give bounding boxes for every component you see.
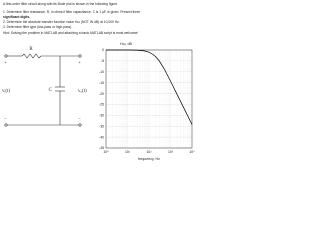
resistor-symbol (22, 54, 41, 58)
resistor-label: R (29, 47, 33, 52)
figure-canvas (0, 0, 200, 163)
output-voltage-label: vₒ(t) (78, 89, 87, 94)
output-minus-label: − (78, 117, 81, 122)
output-terminal-bottom (79, 124, 81, 126)
y-tick-label: 0 (102, 48, 104, 53)
x-axis-label: frequency, Hz (138, 157, 160, 161)
y-axis-label: Hω, dB (120, 42, 132, 46)
input-terminal-bottom (5, 124, 7, 126)
x-tick-label: 10³ (168, 150, 173, 154)
question-1-continued: significant digits. (3, 15, 31, 19)
y-tick-label: -40 (99, 135, 104, 140)
input-plus-label: + (4, 61, 7, 66)
y-tick-labels (99, 48, 104, 150)
y-tick-label: -45 (99, 146, 104, 151)
input-minus-label: − (4, 117, 7, 122)
y-tick-label: -5 (100, 59, 104, 64)
hint-text: Hint: Solving the problem in MATLAB and attaching a basic MATLAB script is most welcome! (3, 31, 139, 35)
y-tick-label: -35 (99, 124, 104, 129)
input-terminal-top (5, 55, 7, 57)
x-tick-label: 10⁰ (103, 150, 109, 154)
x-tick-label: 10⁴ (189, 150, 195, 154)
capacitor-label: C (48, 88, 52, 93)
x-tick-labels (103, 150, 195, 154)
input-voltage-label: vᵢ(t) (2, 89, 11, 94)
question-3: 3. Determine filter type (low-pass or high-pass) (3, 25, 72, 29)
problem-intro: A first-order filter circuit along with its Bode plot is shown in the following figure. (3, 2, 119, 6)
question-1: 1. Determine filter resistance, R, in ohms if filter capacitance, C is 1 µF, is given. Present three (3, 10, 141, 14)
output-terminal-top (79, 55, 81, 57)
y-tick-label: -30 (99, 113, 104, 118)
output-plus-label: + (78, 61, 81, 66)
x-tick-label: 10² (146, 150, 152, 154)
y-tick-label: -25 (99, 102, 104, 107)
circuit-diagram (5, 54, 81, 126)
x-tick-label: 10¹ (125, 150, 130, 154)
bode-plot (99, 42, 195, 161)
y-tick-label: -20 (99, 91, 104, 96)
y-tick-label: -10 (99, 69, 104, 74)
question-2: 2. Determine the absolute transfer function value Hω (NOT IN dB) at 10,000 Hz. (3, 20, 120, 24)
y-tick-label: -15 (99, 80, 104, 85)
